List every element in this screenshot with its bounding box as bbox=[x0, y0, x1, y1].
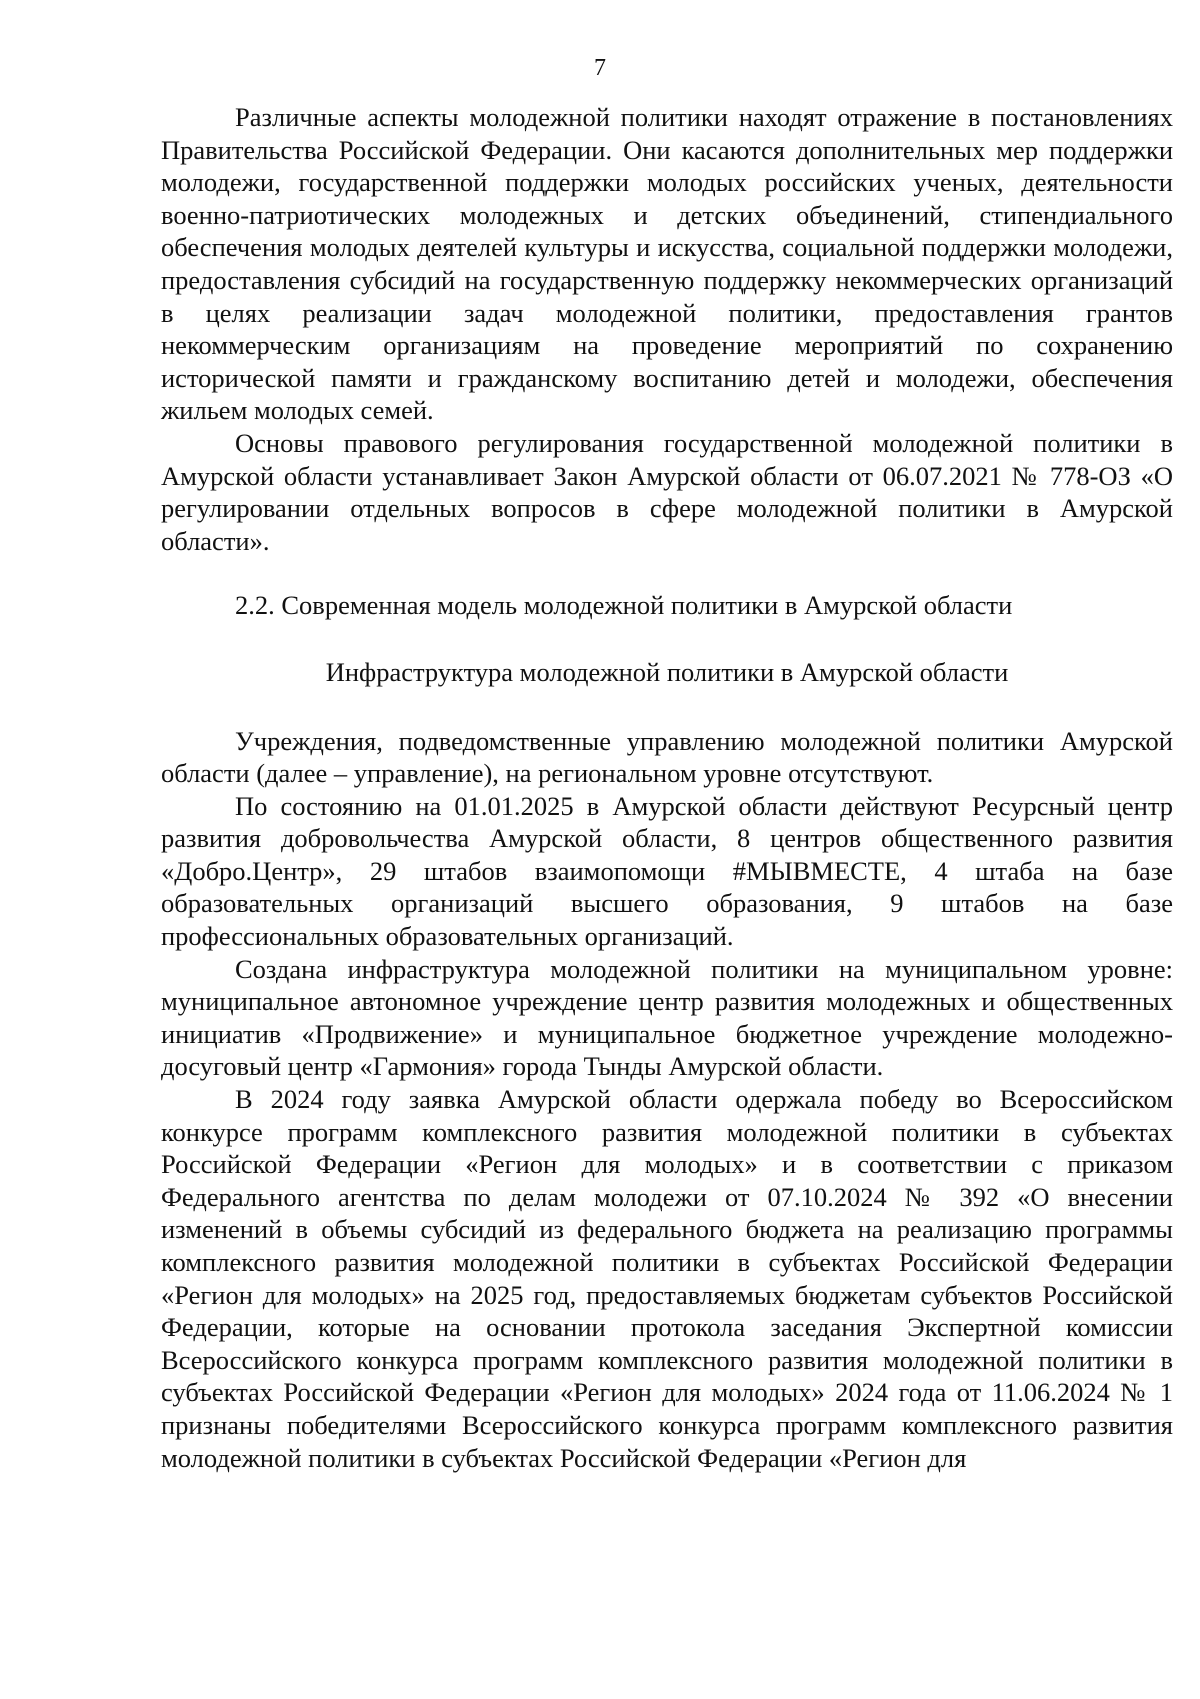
paragraph-volunteer-centers: По состоянию на 01.01.2025 в Амурской области действуют Ресурсный центр развития добровольчества Амурской области, 8 центров общественного развития «Добро.Центр», 29 штабов взаимопомощи #МЫВМЕСТЕ, 4 штаба на базе образовательных организаций высшего образования, 9 штабов на базе профессиональных образовательных организаций. bbox=[161, 790, 1173, 952]
document-body bbox=[161, 101, 1173, 1474]
paragraph-contest-2024: В 2024 году заявка Амурской области одержала победу во Всероссийском конкурсе программ комплексного развития молодежной политики в субъектах Российской Федерации «Регион для молодых» и в соответствии с приказом Федерального агентства по делам молодежи от 07.10.2024 № 392 «О внесении изменений в объемы субсидий из федерального бюджета на реализацию программы комплексного развития молодежной политики в субъектах Российской Федерации «Регион для молодых» на 2025 год, предоставляемых бюджетам субъектов Российской Федерации, которые на основании протокола заседания Экспертной комиссии Всероссийского конкурса программ комплексного развития молодежной политики в субъектах Российской Федерации «Регион для молодых» 2024 года от 11.06.2024 № 1 признаны победителями Всероссийского конкурса программ комплексного развития молодежной политики в субъектах Российской Федерации «Регион для bbox=[161, 1084, 1173, 1473]
section-heading: 2.2. Современная модель молодежной политики в Амурской области bbox=[235, 590, 1013, 621]
paragraph-subordinate-institutions: Учреждения, подведомственные управлению молодежной политики Амурской области (далее – управление), на региональном уровне отсутствуют. bbox=[161, 725, 1173, 789]
page-number: 7 bbox=[594, 55, 606, 81]
paragraph-legal-basis: Основы правового регулирования государственной молодежной политики в Амурской области устанавливает Закон Амурской области от 06.07.2021 № 778-ОЗ «О регулировании отдельных вопросов в сфере молодежной политики в Амурской области». bbox=[161, 427, 1173, 556]
paragraph-municipal-infrastructure: Создана инфраструктура молодежной политики на муниципальном уровне: муниципальное автономное учреждение центр развития молодежных и общественных инициатив «Продвижение» и муниципальное бюджетное учреждение молодежно-досуговый центр «Гармония» города Тынды Амурской области. bbox=[161, 953, 1173, 1082]
paragraph-government-resolutions: Различные аспекты молодежной политики находят отражение в постановлениях Правительства Российской Федерации. Они касаются дополнительных мер поддержки молодежи, государственной поддержки молодых российских ученых, деятельности военно-патриотических молодежных и детских объединений, стипендиального обеспечения молодых деятелей культуры и искусства, социальной поддержки молодежи, предоставления субсидий на государственную поддержку некоммерческих организаций в целях реализации задач молодежной политики, предоставления грантов некоммерческим организациям на проведение мероприятий по сохранению исторической памяти и гражданскому воспитанию детей и молодежи, обеспечения жильем молодых семей. bbox=[161, 102, 1173, 426]
section-subheading: Инфраструктура молодежной политики в Амурской области bbox=[325, 656, 1009, 687]
